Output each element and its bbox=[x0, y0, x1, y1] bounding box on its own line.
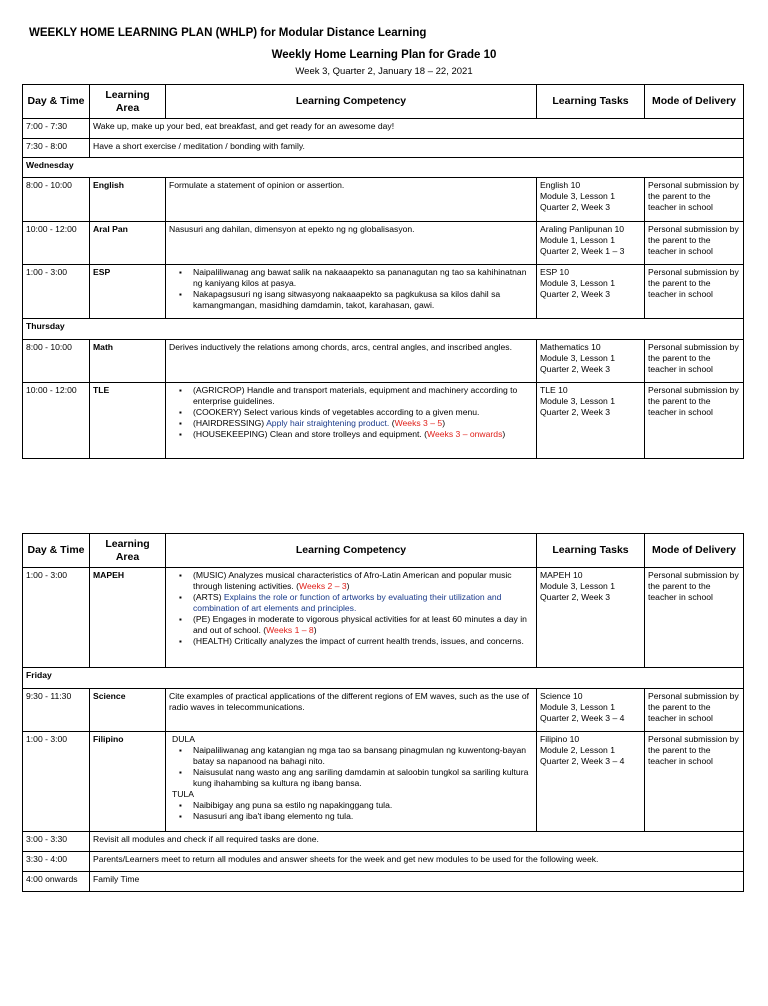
delivery-cell: Personal submission by the parent to the teacher in school bbox=[645, 340, 744, 383]
plan-table-1 bbox=[22, 84, 744, 459]
day-label-wednesday: Wednesday bbox=[23, 158, 744, 178]
task-line: Module 3, Lesson 1 bbox=[540, 396, 616, 406]
task-line: Module 3, Lesson 1 bbox=[540, 581, 616, 591]
table-row bbox=[23, 139, 744, 158]
table-row bbox=[23, 265, 744, 319]
competency-text: Apply hair straightening product. bbox=[266, 418, 390, 428]
time-cell: 1:00 - 3:00 bbox=[23, 568, 90, 668]
learning-area-science: Science bbox=[90, 689, 166, 732]
delivery-cell: Personal submission by the parent to the teacher in school bbox=[645, 689, 744, 732]
time-cell: 1:00 - 3:00 bbox=[23, 732, 90, 832]
time-cell: 9:30 - 11:30 bbox=[23, 689, 90, 732]
delivery-cell: Personal submission by the parent to the teacher in school bbox=[645, 265, 744, 319]
day-row bbox=[23, 319, 744, 340]
competency-text: (HOUSEKEEPING) Clean and store trolleys and equipment. ( bbox=[193, 429, 428, 439]
section-label-tula: TULA bbox=[172, 789, 194, 799]
task-line: Science 10 bbox=[540, 691, 583, 701]
time-cell: 7:30 - 8:00 bbox=[23, 139, 90, 158]
competency-cell bbox=[166, 383, 537, 459]
delivery-cell: Personal submission by the parent to the teacher in school bbox=[645, 732, 744, 832]
competency-cell bbox=[166, 732, 537, 832]
table-row bbox=[23, 568, 744, 668]
delivery-cell: Personal submission by the parent to the teacher in school bbox=[645, 568, 744, 668]
time-cell: 7:00 - 7:30 bbox=[23, 119, 90, 139]
day-label-friday: Friday bbox=[23, 668, 744, 689]
day-label-thursday: Thursday bbox=[23, 319, 744, 340]
task-line: Module 3, Lesson 1 bbox=[540, 353, 616, 363]
competency-cell: Nasusuri ang dahilan, dimensyon at epekto ng ng globalisasyon. bbox=[166, 222, 537, 265]
competency-text: ) bbox=[313, 625, 317, 635]
competency-item: ▪ Naisusulat nang wasto ang ang sariling damdamin at saloobin tungkol sa sariling kultura kung ihahambing sa kultura ng ibang bansa. bbox=[193, 767, 533, 789]
time-cell: 8:00 - 10:00 bbox=[23, 178, 90, 222]
competency-text: ) bbox=[502, 429, 506, 439]
col-learning-tasks: Learning Tasks bbox=[537, 85, 645, 119]
tasks-cell bbox=[537, 689, 645, 732]
task-line: Mathematics 10 bbox=[540, 342, 601, 352]
weeks-note: Weeks 3 – onwards bbox=[427, 429, 503, 439]
time-cell: 10:00 - 12:00 bbox=[23, 222, 90, 265]
competency-text: Explains the role or function of artworks by evaluating their utilization and combination of art elements and principles. bbox=[193, 592, 502, 613]
time-cell: 4:00 onwards bbox=[23, 872, 90, 892]
tasks-cell bbox=[537, 178, 645, 222]
learning-area-tle: TLE bbox=[90, 383, 166, 459]
competency-item bbox=[193, 418, 533, 429]
weeks-note: Weeks 3 – 5 bbox=[394, 418, 443, 428]
activity-cell: Parents/Learners meet to return all modules and answer sheets for the week and get new modules to be used for the following week. bbox=[90, 852, 744, 872]
competency-item: ▪ Naipaliliwanag ang bawat salik na nakaaapekto sa pananagutan ng tao sa kahihinatnan ng kaniyang kilos at pasya. bbox=[193, 267, 533, 289]
competency-text: (PE) Engages in moderate to vigorous physical activities for at least 60 minutes a day in and out of school. ( bbox=[193, 614, 527, 635]
task-line: Araling Panlipunan 10 bbox=[540, 224, 625, 234]
competency-text: (MUSIC) Analyzes musical characteristics of Afro-Latin American and popular music through listening activities. ( bbox=[193, 570, 512, 591]
task-line: Quarter 2, Week 3 – 4 bbox=[540, 713, 625, 723]
tasks-cell bbox=[537, 340, 645, 383]
delivery-cell: Personal submission by the parent to the teacher in school bbox=[645, 383, 744, 459]
tasks-cell bbox=[537, 568, 645, 668]
table-row bbox=[23, 383, 744, 459]
table-row bbox=[23, 178, 744, 222]
competency-item: ▪ Naibibigay ang puna sa estilo ng napakinggang tula. bbox=[193, 800, 533, 811]
competency-text: ) bbox=[442, 418, 446, 428]
competency-cell bbox=[166, 265, 537, 319]
task-line: Module 1, Lesson 1 bbox=[540, 235, 616, 245]
task-line: Module 3, Lesson 1 bbox=[540, 702, 616, 712]
table-row bbox=[23, 119, 744, 139]
learning-area-aral-pan: Aral Pan bbox=[90, 222, 166, 265]
weeks-note: Weeks 2 – 3 bbox=[299, 581, 347, 591]
task-line: Module 3, Lesson 1 bbox=[540, 191, 616, 201]
col-learning-competency: Learning Competency bbox=[166, 534, 537, 568]
activity-cell: Wake up, make up your bed, eat breakfast, and get ready for an awesome day! bbox=[90, 119, 744, 139]
time-cell: 10:00 - 12:00 bbox=[23, 383, 90, 459]
col-learning-tasks: Learning Tasks bbox=[537, 534, 645, 568]
task-line: ESP 10 bbox=[540, 267, 569, 277]
task-line: English 10 bbox=[540, 180, 581, 190]
competency-item: ▪ Nasusuri ang iba't ibang elemento ng tula. bbox=[193, 811, 533, 822]
competency-cell: Formulate a statement of opinion or assertion. bbox=[166, 178, 537, 222]
time-cell: 3:00 - 3:30 bbox=[23, 832, 90, 852]
tasks-cell bbox=[537, 222, 645, 265]
task-line: Quarter 2, Week 3 – 4 bbox=[540, 756, 625, 766]
learning-area-esp: ESP bbox=[90, 265, 166, 319]
competency-item: ▪ (HEALTH) Critically analyzes the impact of current health trends, issues, and concerns. bbox=[193, 636, 533, 647]
col-learning-area: Learning Area bbox=[90, 85, 166, 119]
week-line: Week 3, Quarter 2, January 18 – 22, 2021 bbox=[295, 66, 473, 77]
task-line: Quarter 2, Week 3 bbox=[540, 592, 611, 602]
tasks-cell bbox=[537, 265, 645, 319]
activity-cell: Family Time bbox=[90, 872, 744, 892]
learning-area-filipino: Filipino bbox=[90, 732, 166, 832]
activity-cell: Have a short exercise / meditation / bonding with family. bbox=[90, 139, 744, 158]
learning-area-mapeh: MAPEH bbox=[90, 568, 166, 668]
learning-area-english: English bbox=[90, 178, 166, 222]
document-title: WEEKLY HOME LEARNING PLAN (WHLP) for Modular Distance Learning bbox=[29, 27, 427, 39]
plan-table-2 bbox=[22, 533, 744, 892]
table-row bbox=[23, 222, 744, 265]
task-line: TLE 10 bbox=[540, 385, 568, 395]
tasks-cell bbox=[537, 383, 645, 459]
task-line: Filipino 10 bbox=[540, 734, 580, 744]
task-line: Quarter 2, Week 1 – 3 bbox=[540, 246, 625, 256]
weeks-note: Weeks 1 – 8 bbox=[266, 625, 314, 635]
table-row bbox=[23, 872, 744, 892]
time-cell: 8:00 - 10:00 bbox=[23, 340, 90, 383]
table-header-row bbox=[23, 85, 744, 119]
tasks-cell bbox=[537, 732, 645, 832]
competency-item: ▪ Naipaliliwanag ang katangian ng mga tao sa bansang pinagmulan ng kuwentong-bayan batay sa napanood na bahagi nito. bbox=[193, 745, 533, 767]
table-row bbox=[23, 832, 744, 852]
competency-text: (ARTS) bbox=[193, 592, 224, 602]
table-row bbox=[23, 852, 744, 872]
competency-item bbox=[193, 570, 533, 592]
day-row bbox=[23, 158, 744, 178]
competency-item bbox=[193, 592, 533, 614]
delivery-cell: Personal submission by the parent to the teacher in school bbox=[645, 178, 744, 222]
learning-area-math: Math bbox=[90, 340, 166, 383]
table-row bbox=[23, 732, 744, 832]
task-line: Quarter 2, Week 3 bbox=[540, 289, 611, 299]
competency-text: ) bbox=[346, 581, 350, 591]
time-cell: 1:00 - 3:00 bbox=[23, 265, 90, 319]
activity-cell: Revisit all modules and check if all required tasks are done. bbox=[90, 832, 744, 852]
task-line: Module 3, Lesson 1 bbox=[540, 278, 616, 288]
table-row bbox=[23, 689, 744, 732]
competency-cell: Derives inductively the relations among chords, arcs, central angles, and inscribed angles. bbox=[166, 340, 537, 383]
col-mode-of-delivery: Mode of Delivery bbox=[645, 534, 744, 568]
plan-subtitle: Weekly Home Learning Plan for Grade 10 bbox=[271, 49, 497, 61]
col-learning-area: Learning Area bbox=[90, 534, 166, 568]
competency-item bbox=[193, 614, 533, 636]
col-day-time: Day & Time bbox=[23, 534, 90, 568]
section-label-dula: DULA bbox=[172, 734, 195, 744]
time-cell: 3:30 - 4:00 bbox=[23, 852, 90, 872]
competency-cell bbox=[166, 568, 537, 668]
col-day-time: Day & Time bbox=[23, 85, 90, 119]
competency-cell: Cite examples of practical applications of the different regions of EM waves, such as the use of radio waves in telecommunications. bbox=[166, 689, 537, 732]
competency-item: ▪ (COOKERY) Select various kinds of vegetables according to a given menu. bbox=[193, 407, 533, 418]
task-line: Quarter 2, Week 3 bbox=[540, 202, 611, 212]
competency-item: ▪ Nakapagsusuri ng isang sitwasyong nakaaapekto sa pagkukusa sa kilos dahil sa kamangmangan, masidhing damdamin, takot, karahasan, gawi. bbox=[193, 289, 533, 311]
day-row bbox=[23, 668, 744, 689]
task-line: MAPEH 10 bbox=[540, 570, 583, 580]
competency-text: ( bbox=[389, 418, 395, 428]
delivery-cell: Personal submission by the parent to the teacher in school bbox=[645, 222, 744, 265]
task-line: Module 2, Lesson 1 bbox=[540, 745, 616, 755]
table-row bbox=[23, 340, 744, 383]
competency-item: ▪ (AGRICROP) Handle and transport materials, equipment and machinery according to enterprise guidelines. bbox=[193, 385, 533, 407]
col-mode-of-delivery: Mode of Delivery bbox=[645, 85, 744, 119]
table-header-row bbox=[23, 534, 744, 568]
competency-text: (HAIRDRESSING) bbox=[193, 418, 267, 428]
col-learning-competency: Learning Competency bbox=[166, 85, 537, 119]
task-line: Quarter 2, Week 3 bbox=[540, 364, 611, 374]
task-line: Quarter 2, Week 3 bbox=[540, 407, 611, 417]
competency-item bbox=[193, 429, 533, 440]
